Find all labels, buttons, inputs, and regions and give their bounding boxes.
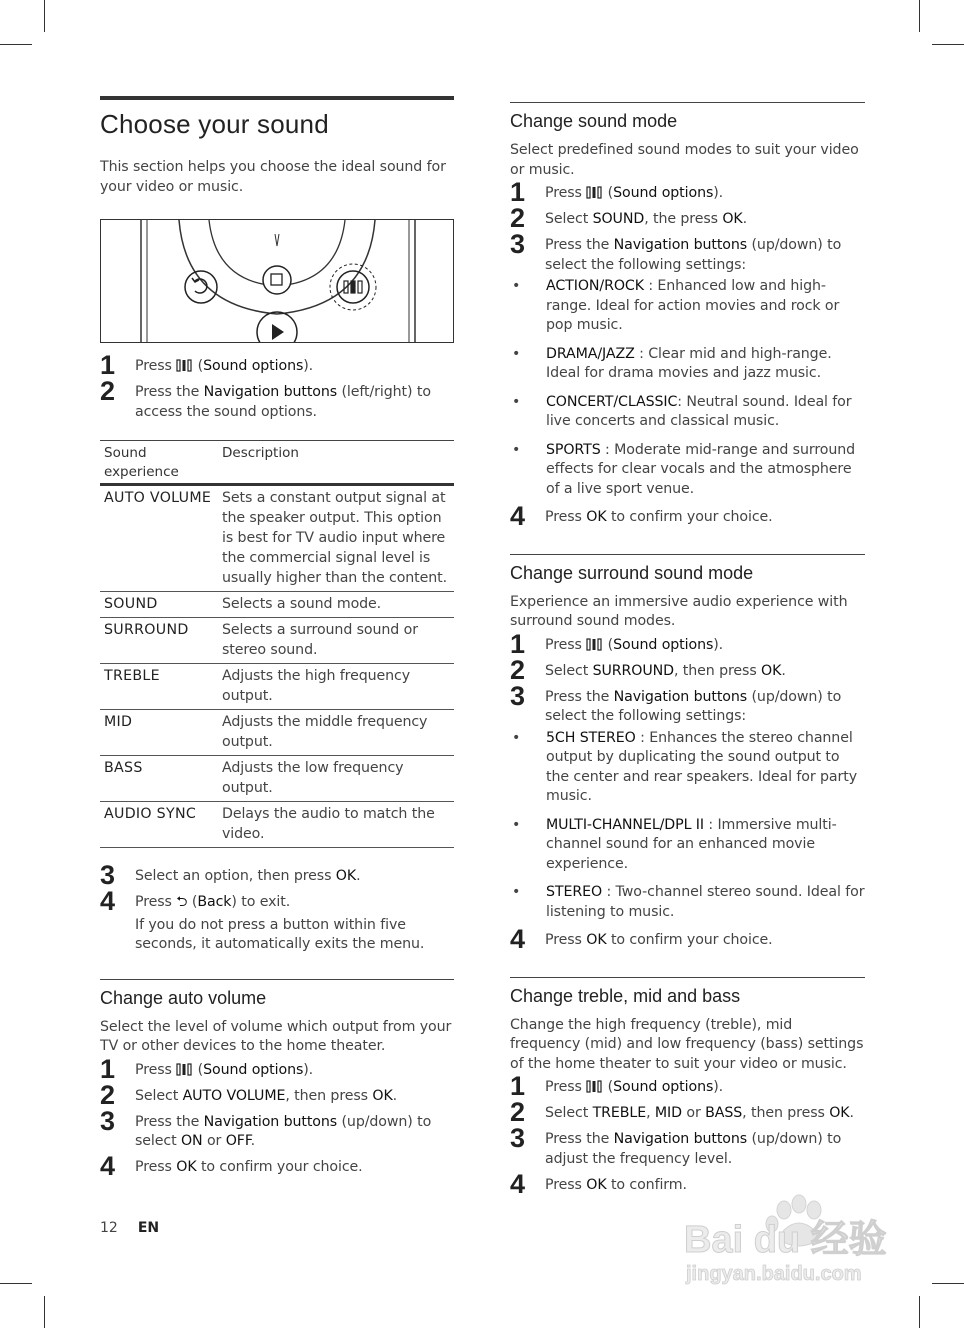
- table-cell: SURROUND: [104, 622, 189, 638]
- step-4: 4 Press OK to confirm your choice.: [510, 501, 773, 531]
- table-cell: Sets a constant output signal at the speaker output. This option is best for TV audio input where the commercial signal level is usually higher than the content.: [222, 490, 448, 586]
- table-cell: SOUND: [104, 596, 158, 612]
- sound-options-icon: [586, 1080, 602, 1093]
- step-2: 2 Press the Navigation buttons (left/right) to access the sound options.: [100, 376, 431, 420]
- step-1: 1 Press (Sound options).: [100, 350, 314, 380]
- list-item: • 5CH STEREO : Enhances the stereo channel output by duplicating the sound output to the center and rear speakers. Ideal for party music.: [512, 729, 858, 804]
- section-title: Change treble, mid and bass: [510, 985, 741, 1006]
- crop-mark: [919, 1296, 920, 1328]
- step-3: 3 Press the Navigation buttons (up/down) to adjust the frequency level.: [510, 1123, 842, 1167]
- table-header-row: [100, 441, 454, 485]
- crop-mark: [932, 44, 964, 45]
- crop-mark: [44, 0, 45, 32]
- step-3: 3 Press the Navigation buttons (up/down) to select ON or OFF.: [100, 1105, 432, 1149]
- step-2: 2 Select AUTO VOLUME, then press OK.: [100, 1079, 398, 1110]
- step-4: 4 Press OK to confirm your choice.: [510, 924, 773, 954]
- step-4: 4 Press ⮌ (Back) to exit. If you do not press a button within five seconds, it automatically exits the menu.: [100, 893, 454, 955]
- watermark-brand: Bai du 经验: [684, 1219, 887, 1261]
- table-cell: Selects a sound mode.: [222, 596, 382, 612]
- left-column: [100, 96, 454, 1184]
- list-item: • MULTI-CHANNEL/DPL II : Immersive multi-channel sound for an enhanced movie experience.: [512, 816, 837, 872]
- step-2: 2 Select SURROUND, then press OK.: [510, 654, 786, 685]
- list-item: • SPORTS : Moderate mid-range and surround effects for clear vocals and the atmosphere of a live sport venue.: [512, 441, 856, 497]
- table-cell: AUDIO SYNC: [104, 806, 197, 822]
- step-2: 2 Select SOUND, the press OK.: [510, 203, 748, 233]
- sound-options-icon: [586, 638, 602, 651]
- column-header: Description: [222, 445, 299, 461]
- intro-text: This section helps you choose the ideal sound for your video or music.: [100, 159, 446, 195]
- page-number: 12 EN: [100, 1220, 160, 1236]
- right-column: [510, 102, 865, 1202]
- step-2: 2 Select TREBLE, MID or BASS, then press OK.: [510, 1097, 854, 1127]
- section-rule: [510, 102, 865, 103]
- table-row: [100, 710, 454, 756]
- baidu-watermark: [684, 1188, 914, 1288]
- crop-mark: [44, 1296, 45, 1328]
- watermark-url: jingyan.baidu.com: [686, 1263, 862, 1285]
- table-cell: Selects a surround sound or stereo sound.: [222, 622, 418, 658]
- table-row: [100, 802, 454, 848]
- table-cell: AUTO VOLUME: [104, 490, 212, 506]
- column-header: Sound experience: [104, 445, 179, 480]
- section-intro: Experience an immersive audio experience with surround sound modes.: [510, 593, 848, 629]
- table-cell: Delays the audio to match the video.: [222, 806, 435, 842]
- table-row: [100, 618, 454, 664]
- section-intro: Change the high frequency (treble), mid frequency (mid) and low frequency (bass) settings of the home theater to suit your video or music.: [510, 1016, 864, 1072]
- section-rule: [100, 96, 454, 100]
- back-icon: ⮌: [176, 894, 188, 910]
- list-item: • ACTION/ROCK : Enhanced low and high-range. Ideal for action movies and rock or pop music.: [512, 278, 840, 333]
- sound-options-icon: [176, 359, 192, 372]
- list-item: • STEREO : Two-channel stereo sound. Ideal for listening to music.: [512, 884, 865, 920]
- section-title: Change surround sound mode: [510, 562, 754, 583]
- step-4: 4 Press OK to confirm your choice.: [100, 1151, 363, 1181]
- list-item: • CONCERT/CLASSIC: Neutral sound. Ideal for live concerts and classical music.: [512, 393, 852, 429]
- sound-options-icon: [176, 1063, 192, 1076]
- table-cell: BASS: [104, 760, 143, 776]
- table-row: [100, 592, 454, 618]
- table-row: [100, 485, 454, 592]
- table-row: [100, 664, 454, 710]
- step-1: 1 Press (Sound options).: [510, 177, 724, 207]
- table-cell: Adjusts the middle frequency output.: [222, 714, 428, 750]
- page-title: Choose your sound: [100, 109, 329, 139]
- step-4: 4 Press OK to confirm.: [510, 1168, 687, 1199]
- section-intro: Select predefined sound modes to suit your video or music.: [510, 142, 859, 178]
- language-code: EN: [137, 1220, 160, 1236]
- table-row: [100, 756, 454, 802]
- step-3: 3 Press the Navigation buttons (up/down) to select the following settings: • ACTION/ROCK : Enhanced low and high-range. Ideal for action movies and rock or pop music. • DRAMA/JAZZ : Clear mid and high-range. Ideal for drama movies and jazz music. • CONCERT/CLASSIC: Neutral sound. Ideal for live concerts and classical music. • SPORTS : Moderate mid-range and surround effects for clear vocals and the atmosphere of a live sport venue.: [510, 236, 865, 499]
- section-intro: Select the level of volume which output from your TV or other devices to the home theater.: [100, 1018, 452, 1054]
- sound-options-icon: [586, 186, 602, 199]
- crop-mark: [932, 1283, 964, 1284]
- crop-mark: [0, 44, 32, 45]
- crop-mark: [919, 0, 920, 32]
- step-note: If you do not press a button within five seconds, it automatically exits the menu.: [135, 916, 425, 952]
- table-cell: Adjusts the low frequency output.: [222, 760, 404, 796]
- list-item: • DRAMA/JAZZ : Clear mid and high-range. Ideal for drama movies and jazz music.: [512, 345, 832, 381]
- step-3: 3 Select an option, then press OK.: [100, 860, 361, 890]
- table-cell: Adjusts the high frequency output.: [222, 668, 411, 704]
- step-1: 1 Press (Sound options).: [510, 1071, 724, 1101]
- section-rule: [510, 554, 865, 555]
- section-title: Change auto volume: [100, 987, 267, 1008]
- remote-illustration: [100, 219, 454, 343]
- section-rule: [100, 979, 454, 980]
- step-1: 1 Press (Sound options).: [510, 628, 724, 659]
- table-cell: TREBLE: [104, 668, 160, 684]
- step-3: 3 Press the Navigation buttons (up/down) to select the following settings: • 5CH STEREO : Enhances the stereo channel output by duplicating the sound output to the center and rear speakers. Ideal for party music. • MULTI-CHANNEL/DPL II : Immersive multi-channel sound for an enhanced movie experience. • STEREO : Two-channel stereo sound. Ideal for listening to music.: [510, 688, 865, 923]
- section-rule: [510, 977, 865, 978]
- step-1: 1 Press (Sound options).: [100, 1053, 314, 1084]
- section-title: Change sound mode: [510, 111, 678, 131]
- sound-options-table: [100, 440, 454, 848]
- crop-mark: [0, 1283, 32, 1284]
- table-cell: MID: [104, 714, 133, 730]
